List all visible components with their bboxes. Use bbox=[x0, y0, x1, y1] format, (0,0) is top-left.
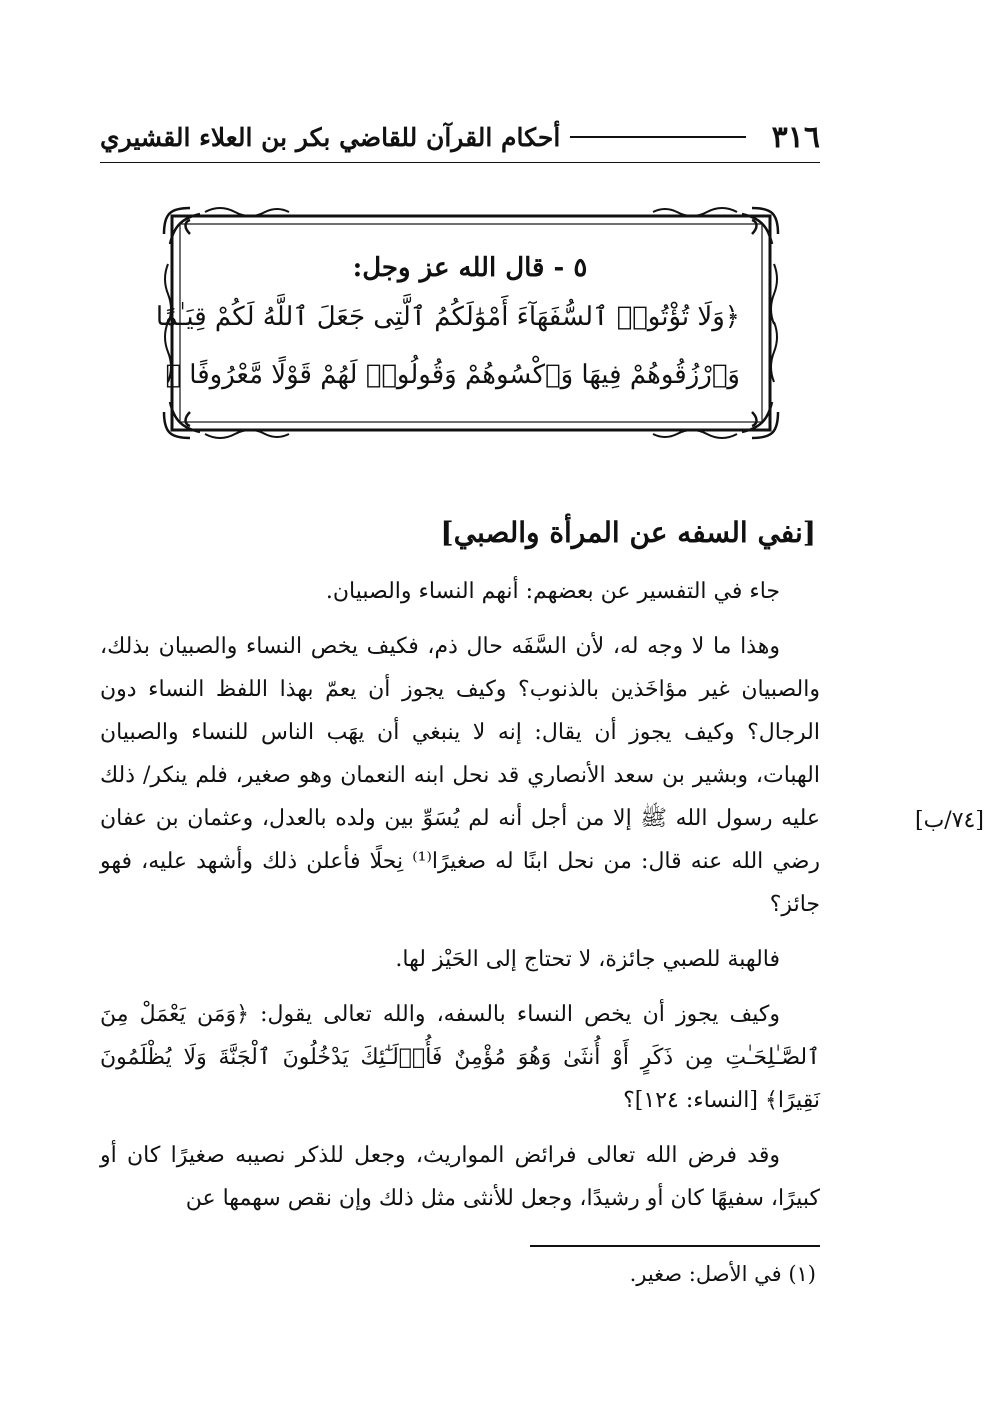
paragraph: وقد فرض الله تعالى فرائض المواريث، وجعل للذكر نصيبه صغيرًا كان أو كبيرًا، سفيهًا كان أو رشيدًا، وجعل للأنثى مثل ذلك وإن نقص سهمها عن bbox=[100, 1143, 820, 1211]
verse-heading: ٥ - قال الله عز وجل: bbox=[352, 253, 588, 283]
manuscript-folio-note: [٧٤/ب] bbox=[915, 808, 984, 833]
main-text bbox=[100, 570, 820, 1232]
footnote: (١) في الأصل: صغير. bbox=[629, 1262, 816, 1286]
verse-frame bbox=[155, 204, 782, 442]
verse-line-2: وَٱرْزُقُوهُمْ فِيهَا وَٱكْسُوهُمْ وَقُولُوا۟ لَهُمْ قَوْلًا مَّعْرُوفًا ﴾ bbox=[165, 360, 740, 390]
verse-line-1: ﴿وَلَا تُؤْتُوا۟ ٱلسُّفَهَآءَ أَمْوَٰلَكُمُ ٱلَّتِى جَعَلَ ٱللَّهُ لَكُمْ قِيَـٰمًا bbox=[155, 302, 740, 332]
book-title: أحكام القرآن للقاضي بكر بن العلاء القشيري bbox=[100, 122, 561, 152]
paragraph: جاء في التفسير عن بعضهم: أنهم النساء والصبيان. bbox=[325, 579, 780, 604]
section-title: [نفي السفه عن المرأة والصبي] bbox=[440, 516, 816, 549]
running-header bbox=[100, 112, 820, 163]
paragraph: وكيف يجوز أن يخص النساء بالسفه، والله تعالى يقول: ﴿وَمَن يَعْمَلْ مِنَ ٱلصَّـٰلِحَـٰتِ مِن ذَكَرٍ أَوْ أُنثَىٰ وَهُوَ مُؤْمِنٌ فَأُو۟لَـٰٓئِكَ يَدْخُلُونَ ٱلْجَنَّةَ وَلَا يُظْلَمُونَ نَقِيرًا﴾ [النساء: ١٢٤]؟ bbox=[100, 1002, 820, 1113]
footnote-rule bbox=[530, 1245, 820, 1247]
header-rule bbox=[570, 136, 745, 138]
paragraph: فالهبة للصبي جائزة، لا تحتاج إلى الحَيْز لها. bbox=[395, 947, 780, 972]
paragraph: وهذا ما لا وجه له، لأن السَّفَه حال ذم، فكيف يخص النساء والصبيان بذلك، والصبيان غير مؤاخَذين بالذنوب؟ وكيف يجوز أن يعمّ بهذا اللفظ النساء دون الرجال؟ وكيف يجوز أن يقال: إنه لا ينبغي أن يهَب الناس للنساء والصبيان الهبات، وبشير بن سعد الأنصاري قد نحل ابنه النعمان وهو صغير، فلم ينكر/ ذلك عليه رسول الله ﷺ إلا من أجل أنه لم يُسَوِّ بين ولده بالعدل، وعثمان بن عفان رضي الله عنه قال: من نحل ابنًا له صغيرًا⁽¹⁾ نِحلًا فأعلن ذلك وأشهد عليه، فهو جائز؟ bbox=[100, 634, 820, 917]
page-number: ٣١٦ bbox=[771, 119, 820, 155]
verse-content bbox=[155, 234, 740, 414]
